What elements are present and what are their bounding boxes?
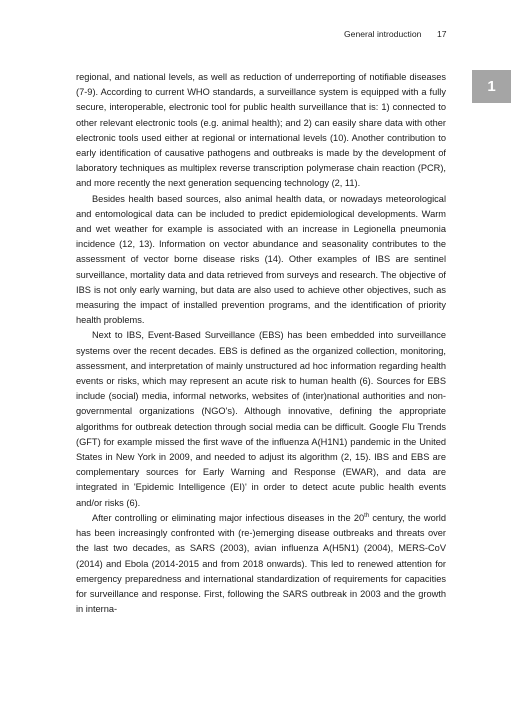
paragraph-3: Next to IBS, Event-Based Surveillance (EBS) has been embedded into surveillance systems over the recent decades. EBS is defined as the organized collection, monitoring, assessment, and interpretation of mainly unstructured ad hoc information regarding health events or risks, which may represent an acute risk to human health (6). Sources for EBS include (social) media, informal networks, websites of (inter)national authorities and non-governmental organizations (NGO's). Although innovative, defining the appropriate algorithms for outbreak detection through social media can be difficult. Google Flu Trends (GFT) for example missed the first wave of the influenza A(H1N1) pandemic in the United States in New York in 2009, and needed to adjust its algorithm (2, 15). IBS and EBS are complementary sources for Early Warning and Response (EWAR), and data are integrated in 'Epidemic Intelligence (EI)' in order to detect acute public health events and/or risks (6). xyxy=(76,330,446,508)
body-text xyxy=(76,70,446,617)
superscript-th: th xyxy=(364,512,370,519)
running-header xyxy=(0,29,511,43)
chapter-tab: 1 xyxy=(472,70,511,103)
paragraph-4-start: After controlling or eliminating major infectious diseases in the 20 xyxy=(92,512,365,523)
paragraph-4 xyxy=(76,511,446,617)
running-header-title: General introduction xyxy=(344,29,422,39)
paragraph-4-rest: century, the world has been increasingly confronted with (re-)emerging disease outbreaks and threats over the last two decades, as SARS (2003), avian influenza A(H5N1) (2004), MERS-CoV (2014) and Ebola (2014-2015 and from 2018 onwards). This led to renewed attention for emergency preparedness and international standardization of requirements for capacities for surveillance and response. First, following the SARS outbreak in 2003 and the growth in interna- xyxy=(76,512,446,615)
page-number: 17 xyxy=(437,29,447,39)
paragraph-2: Besides health based sources, also animal health data, or nowadays meteorological and entomological data can be included to predict epidemiological developments. Warm and wet weather for example is associated with an increase in Legionella pneumonia incidence (12, 13). Information on vector abundance and seasonality contributes to the assessment of vector borne disease risks (14). Other examples of IBS are sentinel surveillance, mortality data and data retrieved from surveys and research. The objective of IBS is not only early warning, but data are also used to achieve other objectives, such as measuring the impact of installed prevention programs, and the identification of priority health problems. xyxy=(76,193,446,326)
paragraph-1: regional, and national levels, as well as reduction of underreporting of notifiable diseases (7-9). According to current WHO standards, a surveillance system is equipped with a fully secure, interoperable, electronic tool for public health surveillance that is: 1) connected to other relevant electronic tools (e.g. animal health); and 2) can easily share data with other electronic tools used either at regional or international levels (10). Another contribution to early identification of causative pathogens and outbreaks is made by the development of laboratory techniques as multiplex reverse transcription polymerase chain reaction (PCR), and more recently the next generation sequencing technology (2, 11). xyxy=(76,72,446,189)
